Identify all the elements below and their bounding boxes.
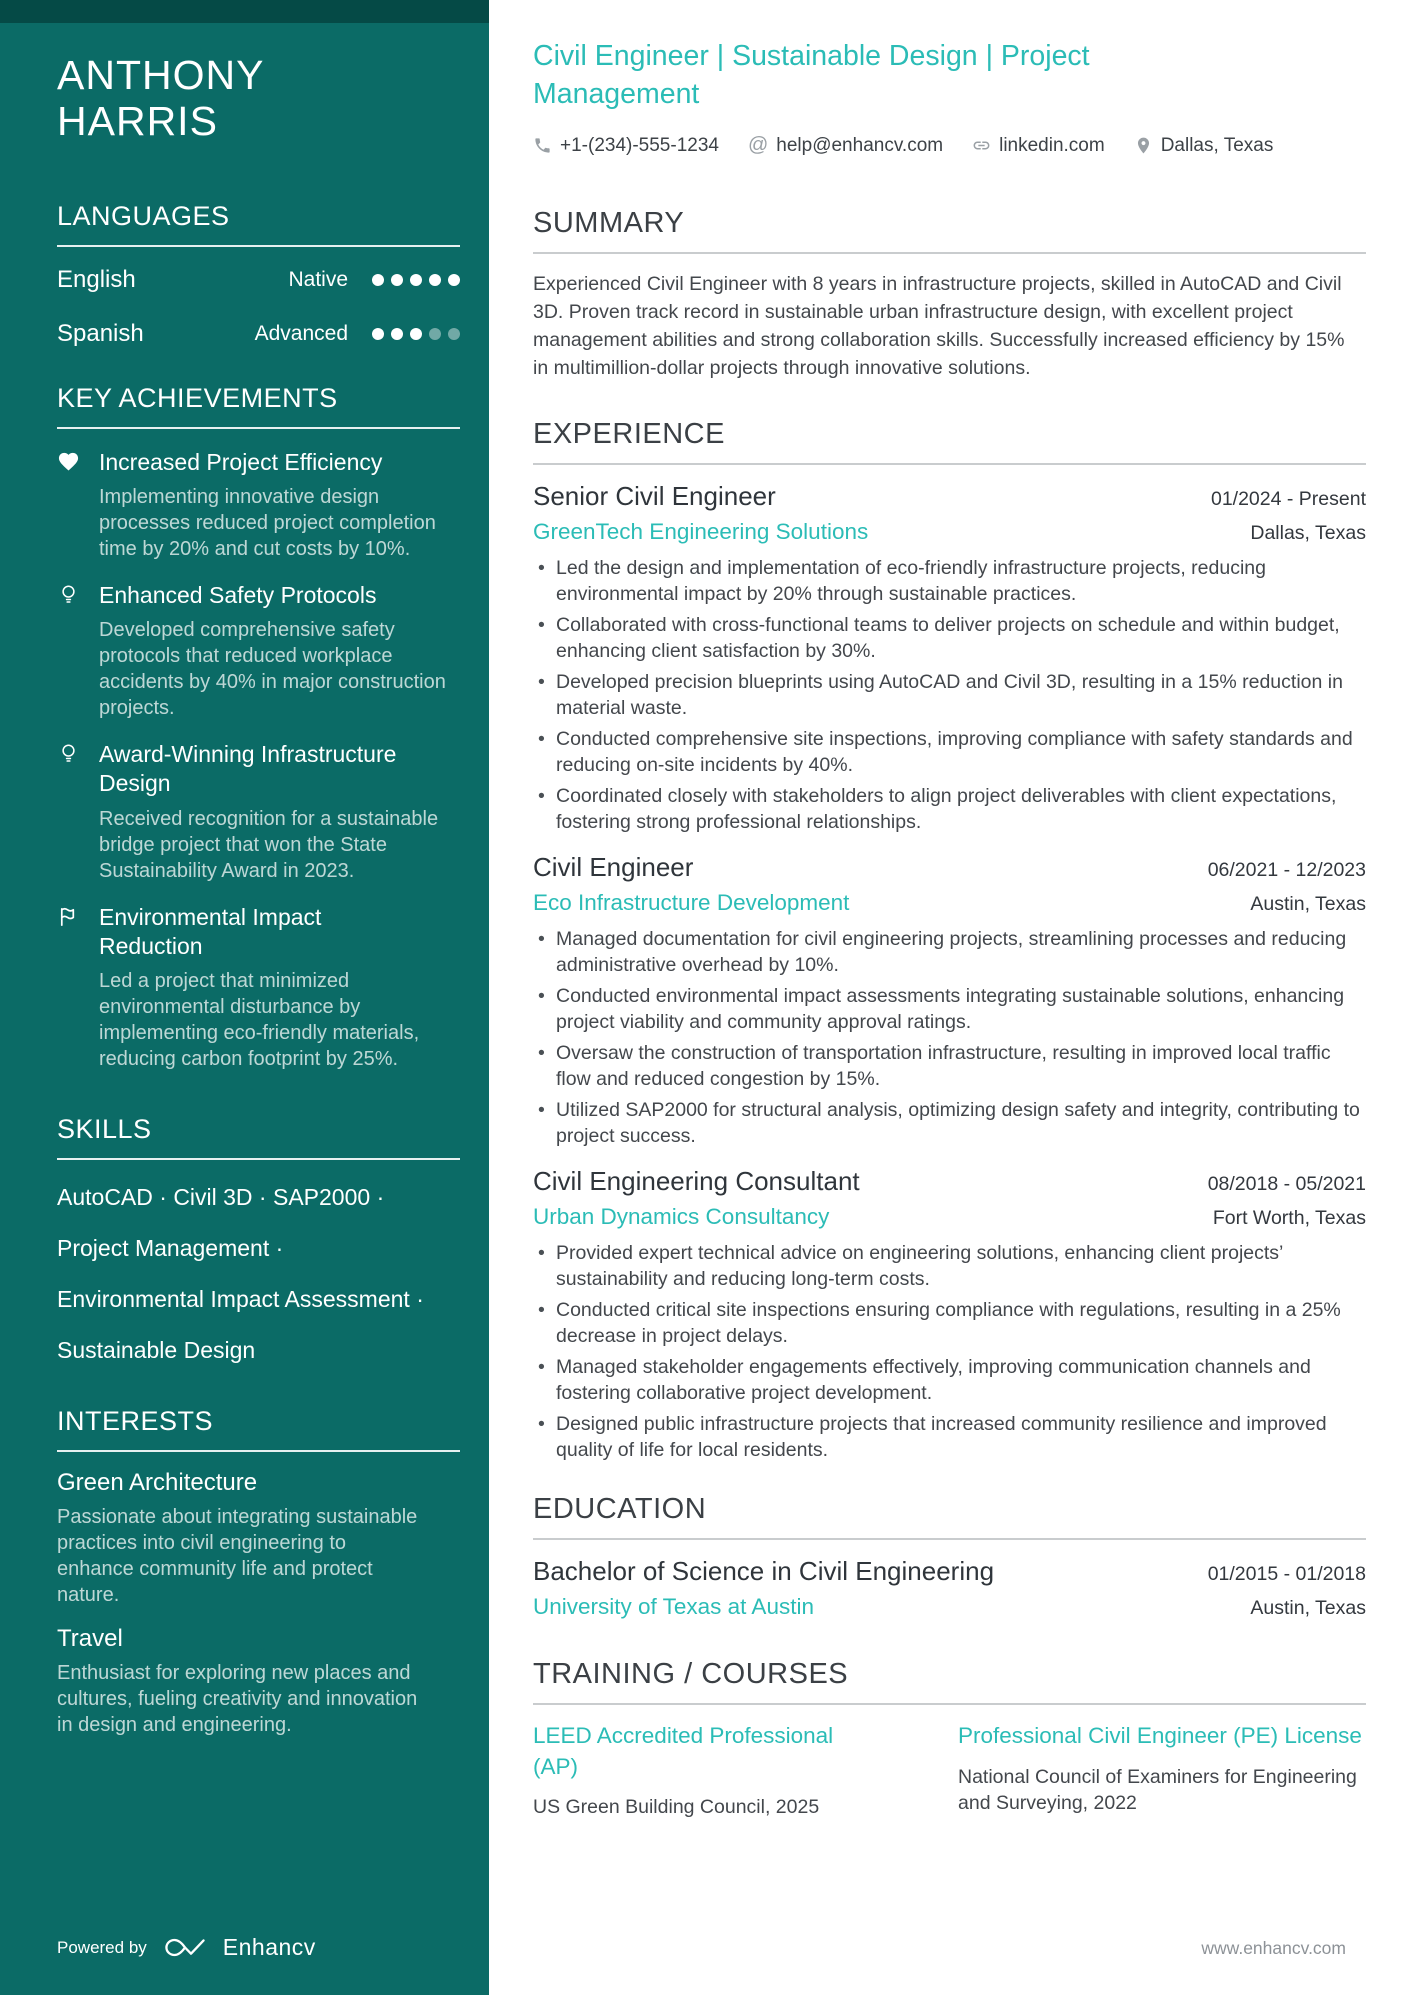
job-title: Civil Engineer: [533, 852, 694, 883]
contact-text: Dallas, Texas: [1160, 134, 1274, 156]
achievement-item: [57, 740, 460, 883]
job-dates: 08/2018 - 05/2021: [1207, 1173, 1366, 1196]
interest-title: Green Architecture: [57, 1469, 258, 1497]
section-divider: [57, 1450, 460, 1452]
contact-text: linkedin.com: [999, 134, 1105, 156]
interests-section: [57, 1406, 460, 1738]
section-divider: [533, 252, 1366, 254]
interests-list: [57, 1469, 460, 1738]
job-bullet: • Conducted comprehensive site inspections, improving compliance with safety standards and reducing on-site incidents by 40%.: [533, 726, 1366, 778]
skills-heading: SKILLS: [57, 1113, 152, 1144]
site-url[interactable]: www.enhancv.com: [1201, 1938, 1346, 1958]
job-bullets: [533, 1240, 1366, 1463]
section-divider: [533, 463, 1366, 465]
achievements-list: [57, 448, 460, 1072]
languages-list: [57, 253, 460, 361]
achievement-title: Environmental Impact Reduction: [99, 903, 322, 959]
job-bullet: • Coordinated closely with stakeholders to align project deliverables with client expectations, fostering strong professional relationships.: [533, 783, 1366, 835]
course-org: National Council of Examiners for Engineering and Surveying, 2022: [958, 1765, 1357, 1814]
summary-section: [533, 207, 1366, 382]
training-section: [533, 1658, 1366, 1820]
proficiency-dot-filled: [448, 274, 460, 286]
flag-icon: [57, 903, 81, 1072]
job-title: Senior Civil Engineer: [533, 481, 776, 512]
achievement-item: [57, 448, 460, 562]
education-heading: EDUCATION: [533, 1493, 707, 1526]
achievements-section: [57, 383, 460, 1072]
job-bullet: • Oversaw the construction of transportation infrastructure, resulting in improved local traffic flow and reduced congestion by 15%.: [533, 1040, 1366, 1092]
phone-icon: [533, 136, 552, 155]
summary-heading: SUMMARY: [533, 207, 685, 240]
contact-text: help@enhancv.com: [776, 134, 944, 156]
achievement-title: Enhanced Safety Protocols: [99, 581, 377, 608]
company-name: Eco Infrastructure Development: [533, 890, 850, 916]
proficiency-dots: [372, 328, 460, 340]
top-accent-band: [0, 0, 489, 23]
job-bullet: • Managed stakeholder engagements effectively, improving communication channels and fostering collaborative project development.: [533, 1354, 1366, 1406]
language-level: Native: [288, 267, 348, 291]
achievement-title: Increased Project Efficiency: [99, 448, 383, 475]
languages-section: [57, 201, 460, 361]
job-title: Civil Engineering Consultant: [533, 1166, 860, 1197]
proficiency-dot-empty: [448, 328, 460, 340]
job-bullet: • Led the design and implementation of eco-friendly infrastructure projects, reducing environmental impact by 20% through sustainable practices.: [533, 555, 1366, 607]
achievement-item: [57, 581, 460, 721]
location-icon: [1134, 136, 1153, 155]
resume-headline: Civil Engineer | Sustainable Design | Project Management: [533, 40, 1090, 110]
job-bullet: • Conducted critical site inspections ensuring compliance with regulations, resulting in a 25% decrease in project delays.: [533, 1297, 1366, 1349]
interest-text: Enthusiast for exploring new places and cultures, fueling creativity and innovation in design and engineering.: [57, 1662, 418, 1737]
candidate-name: ANTHONY HARRIS: [57, 52, 264, 145]
courses-grid: [533, 1721, 1366, 1820]
company-name: Urban Dynamics Consultancy: [533, 1204, 830, 1230]
skill-line: Project Management ·: [57, 1235, 284, 1262]
course-org: US Green Building Council, 2025: [533, 1795, 820, 1818]
achievement-text: Received recognition for a sustainable bridge project that won the State Sustainability Award in 2023.: [99, 807, 439, 882]
interest-title: Travel: [57, 1625, 123, 1653]
powered-by-label: Powered by: [57, 1937, 147, 1957]
language-name: English: [57, 265, 136, 293]
education-section: [533, 1493, 1366, 1620]
proficiency-dot-filled: [410, 274, 422, 286]
job-bullets: [533, 926, 1366, 1149]
experience-heading: EXPERIENCE: [533, 418, 725, 451]
main-column: [533, 0, 1366, 1820]
course-name: LEED Accredited Professional (AP): [533, 1723, 834, 1779]
achievement-text: Implementing innovative design processes reduced project completion time by 20% and cut costs by 10%.: [99, 485, 436, 560]
job-location: Austin, Texas: [1250, 893, 1366, 916]
skill-line: Environmental Impact Assessment ·: [57, 1286, 424, 1313]
experience-entry: [533, 1166, 1366, 1463]
proficiency-dot-empty: [429, 328, 441, 340]
course-item: [958, 1721, 1388, 1820]
training-heading: TRAINING / COURSES: [533, 1658, 849, 1691]
job-dates: 06/2021 - 12/2023: [1207, 859, 1366, 882]
job-location: Fort Worth, Texas: [1212, 1207, 1366, 1230]
section-divider: [57, 245, 460, 247]
achievements-heading: KEY ACHIEVEMENTS: [57, 382, 338, 413]
interest-text: Passionate about integrating sustainable practices into civil engineering to enhance community life and protect nature.: [57, 1506, 418, 1607]
skill-line: AutoCAD · Civil 3D · SAP2000 ·: [57, 1184, 385, 1211]
achievement-item: [57, 903, 460, 1072]
proficiency-dot-filled: [429, 274, 441, 286]
section-divider: [57, 427, 460, 429]
job-dates: 01/2024 - Present: [1210, 488, 1366, 511]
language-row: [57, 253, 460, 307]
job-bullet: • Developed precision blueprints using AutoCAD and Civil 3D, resulting in a 15% reduction in material waste.: [533, 669, 1366, 721]
job-bullets: [533, 555, 1366, 835]
job-bullet: • Collaborated with cross-functional teams to deliver projects on schedule and within budget, enhancing client satisfaction by 30%.: [533, 612, 1366, 664]
lightbulb-icon: [57, 581, 81, 721]
languages-heading: LANGUAGES: [57, 200, 230, 231]
job-bullet: • Managed documentation for civil engineering projects, streamlining processes and reducing administrative overhead by 10%.: [533, 926, 1366, 978]
contact-item[interactable]: [748, 134, 943, 157]
job-bullet: • Provided expert technical advice on engineering solutions, enhancing client projects’ sustainability and reducing long-term costs.: [533, 1240, 1366, 1292]
language-row: [57, 307, 460, 361]
skills-section: [57, 1114, 460, 1364]
degree-title: Bachelor of Science in Civil Engineering: [533, 1556, 995, 1587]
course-item: [533, 1721, 878, 1820]
jobs-list: [533, 481, 1366, 1463]
summary-text: Experienced Civil Engineer with 8 years in infrastructure projects, skilled in AutoCAD and Civil 3D. Proven track record in sustainable urban infrastructure design, with excellent project management abilities and strong collaboration skills. Successfully increased efficiency by 15% in multimillion-dollar projects through innovative solutions.: [533, 273, 1345, 380]
job-bullet: • Designed public infrastructure projects that increased community resilience and improved quality of life for local residents.: [533, 1411, 1366, 1463]
section-divider: [533, 1538, 1366, 1540]
achievement-text: Led a project that minimized environmental disturbance by implementing eco-friendly materials, reducing carbon footprint by 25%.: [99, 969, 420, 1070]
enhancv-logo-icon[interactable]: [162, 1934, 208, 1961]
experience-entry: [533, 481, 1366, 835]
contact-row: [533, 134, 1366, 157]
language-level: Advanced: [254, 321, 348, 345]
proficiency-dots: [372, 274, 460, 286]
job-bullet: • Utilized SAP2000 for structural analysis, optimizing design safety and integrity, contributing to project success.: [533, 1097, 1366, 1149]
experience-entry: [533, 852, 1366, 1149]
proficiency-dot-filled: [372, 328, 384, 340]
course-name: Professional Civil Engineer (PE) License: [958, 1723, 1362, 1749]
job-bullet: • Conducted environmental impact assessments integrating sustainable solutions, enhancing project viability and community approval ratings.: [533, 983, 1366, 1035]
enhancv-wordmark[interactable]: Enhancv: [222, 1934, 316, 1960]
proficiency-dot-filled: [372, 274, 384, 286]
at-icon: @: [747, 134, 769, 157]
education-dates: 01/2015 - 01/2018: [1207, 1563, 1366, 1586]
language-name: Spanish: [57, 319, 144, 347]
proficiency-dot-filled: [391, 328, 403, 340]
lightbulb-icon: [57, 740, 81, 883]
heart-icon: [57, 448, 81, 562]
skill-line: Sustainable Design: [57, 1337, 256, 1364]
contact-item[interactable]: [972, 135, 1105, 157]
company-name: GreenTech Engineering Solutions: [533, 519, 869, 545]
section-divider: [533, 1703, 1366, 1705]
powered-by-footer: [57, 1934, 316, 1961]
contact-item: [1134, 135, 1274, 157]
interest-item: [57, 1469, 460, 1608]
job-location: Dallas, Texas: [1250, 522, 1366, 545]
school-name: University of Texas at Austin: [533, 1594, 814, 1620]
education-location: Austin, Texas: [1250, 1597, 1366, 1620]
sidebar: [0, 0, 489, 1995]
contact-item[interactable]: [533, 135, 719, 157]
link-icon: [972, 136, 991, 155]
section-divider: [57, 1158, 460, 1160]
proficiency-dot-filled: [391, 274, 403, 286]
experience-section: [533, 418, 1366, 1463]
achievement-text: Developed comprehensive safety protocols that reduced workplace accidents by 40% in major construction projects.: [99, 619, 446, 720]
interests-heading: INTERESTS: [57, 1406, 214, 1437]
achievement-title: Award-Winning Infrastructure Design: [99, 741, 397, 797]
proficiency-dot-filled: [410, 328, 422, 340]
skills-list: [57, 1184, 460, 1364]
contact-text: +1-(234)-555-1234: [560, 134, 719, 156]
interest-item: [57, 1625, 460, 1738]
